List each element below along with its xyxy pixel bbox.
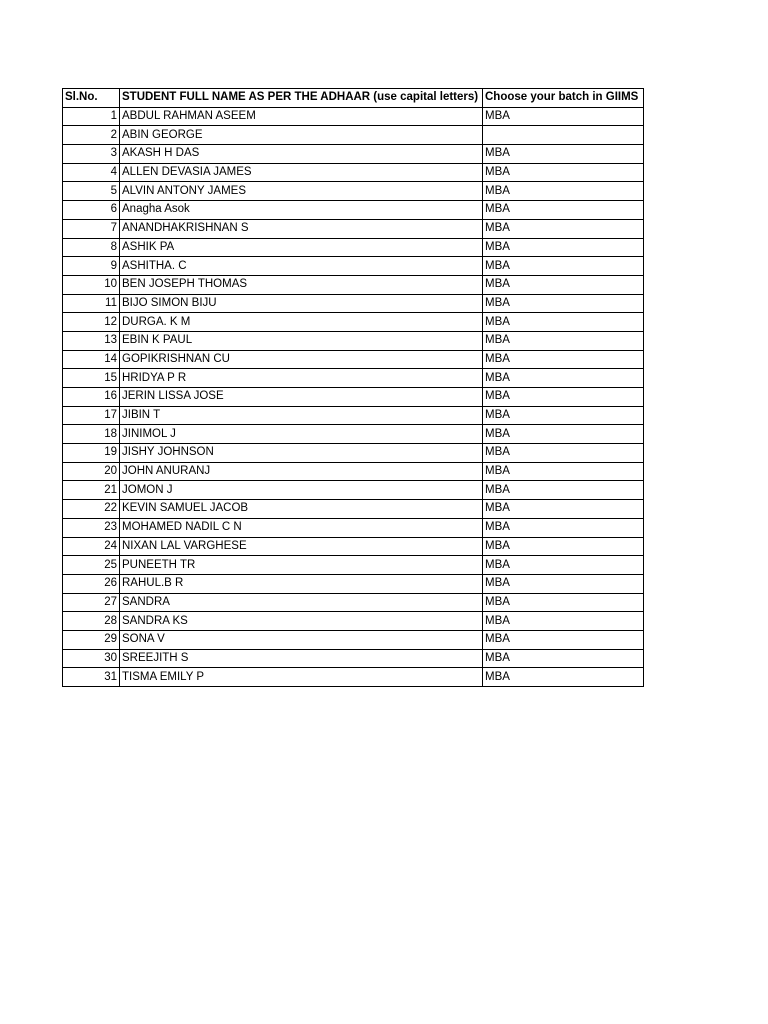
table-row (63, 145, 644, 164)
student-name-cell: EBIN K PAUL (120, 331, 483, 350)
batch-cell: MBA (483, 388, 644, 407)
student-name-cell: TISMA EMILY P (120, 668, 483, 687)
serial-number-cell: 26 (63, 574, 120, 593)
batch-cell: MBA (483, 294, 644, 313)
batch-cell: MBA (483, 145, 644, 164)
student-name-cell: MOHAMED NADIL C N (120, 518, 483, 537)
serial-number-cell: 7 (63, 219, 120, 238)
serial-number-cell: 21 (63, 481, 120, 500)
batch-cell: MBA (483, 593, 644, 612)
table-row (63, 612, 644, 631)
batch-cell: MBA (483, 425, 644, 444)
batch-cell: MBA (483, 331, 644, 350)
serial-number-cell: 8 (63, 238, 120, 257)
table-row (63, 388, 644, 407)
batch-cell: MBA (483, 518, 644, 537)
batch-cell: MBA (483, 201, 644, 220)
serial-number-cell: 15 (63, 369, 120, 388)
serial-number-cell: 11 (63, 294, 120, 313)
table-row (63, 537, 644, 556)
table-row (63, 163, 644, 182)
batch-cell (483, 126, 644, 145)
table-row (63, 219, 644, 238)
student-name-cell: PUNEETH TR (120, 556, 483, 575)
table-row (63, 257, 644, 276)
serial-number-cell: 5 (63, 182, 120, 201)
table-row (63, 331, 644, 350)
table-row (63, 462, 644, 481)
batch-cell: MBA (483, 630, 644, 649)
student-name-cell: ALLEN DEVASIA JAMES (120, 163, 483, 182)
student-name-cell: BEN JOSEPH THOMAS (120, 275, 483, 294)
student-name-cell: JIBIN T (120, 406, 483, 425)
serial-number-cell: 19 (63, 444, 120, 463)
batch-cell: MBA (483, 313, 644, 332)
table-row (63, 500, 644, 519)
student-name-cell: SANDRA (120, 593, 483, 612)
student-name-cell: ALVIN ANTONY JAMES (120, 182, 483, 201)
serial-number-cell: 22 (63, 500, 120, 519)
batch-cell: MBA (483, 444, 644, 463)
table-row (63, 350, 644, 369)
serial-number-cell: 13 (63, 331, 120, 350)
serial-number-cell: 2 (63, 126, 120, 145)
batch-cell: MBA (483, 537, 644, 556)
student-name-cell: KEVIN SAMUEL JACOB (120, 500, 483, 519)
student-name-cell: GOPIKRISHNAN CU (120, 350, 483, 369)
serial-number-cell: 10 (63, 275, 120, 294)
serial-number-cell: 17 (63, 406, 120, 425)
table-row (63, 294, 644, 313)
table-row (63, 574, 644, 593)
student-name-cell: RAHUL.B R (120, 574, 483, 593)
table-row (63, 668, 644, 687)
batch-cell: MBA (483, 238, 644, 257)
table-row (63, 182, 644, 201)
batch-cell: MBA (483, 107, 644, 126)
batch-cell: MBA (483, 649, 644, 668)
student-name-cell: ANANDHAKRISHNAN S (120, 219, 483, 238)
batch-cell: MBA (483, 406, 644, 425)
header-sl-no: Sl.No. (63, 89, 120, 108)
serial-number-cell: 31 (63, 668, 120, 687)
table-row (63, 630, 644, 649)
header-batch: Choose your batch in GIIMS (483, 89, 644, 108)
student-name-cell: ABDUL RAHMAN ASEEM (120, 107, 483, 126)
student-name-cell: SREEJITH S (120, 649, 483, 668)
batch-cell: MBA (483, 500, 644, 519)
student-name-cell: ASHITHA. C (120, 257, 483, 276)
student-name-cell: JERIN LISSA JOSE (120, 388, 483, 407)
batch-cell: MBA (483, 350, 644, 369)
table-row (63, 369, 644, 388)
batch-cell: MBA (483, 668, 644, 687)
batch-cell: MBA (483, 163, 644, 182)
table-row (63, 556, 644, 575)
student-name-cell: NIXAN LAL VARGHESE (120, 537, 483, 556)
serial-number-cell: 14 (63, 350, 120, 369)
table-body (63, 107, 644, 686)
serial-number-cell: 29 (63, 630, 120, 649)
batch-cell: MBA (483, 481, 644, 500)
batch-cell: MBA (483, 612, 644, 631)
header-row (63, 89, 644, 108)
table-row (63, 313, 644, 332)
student-name-cell: ABIN GEORGE (120, 126, 483, 145)
student-name-cell: AKASH H DAS (120, 145, 483, 164)
batch-cell: MBA (483, 369, 644, 388)
table-row (63, 238, 644, 257)
table-row (63, 126, 644, 145)
batch-cell: MBA (483, 219, 644, 238)
serial-number-cell: 23 (63, 518, 120, 537)
serial-number-cell: 9 (63, 257, 120, 276)
batch-cell: MBA (483, 462, 644, 481)
table-row (63, 518, 644, 537)
student-name-cell: SANDRA KS (120, 612, 483, 631)
table-row (63, 406, 644, 425)
batch-cell: MBA (483, 574, 644, 593)
serial-number-cell: 12 (63, 313, 120, 332)
table-row (63, 425, 644, 444)
serial-number-cell: 6 (63, 201, 120, 220)
batch-cell: MBA (483, 275, 644, 294)
serial-number-cell: 24 (63, 537, 120, 556)
table-row (63, 481, 644, 500)
table-row (63, 593, 644, 612)
table-header (63, 89, 644, 108)
table-row (63, 201, 644, 220)
student-name-cell: ASHIK PA (120, 238, 483, 257)
batch-cell: MBA (483, 556, 644, 575)
student-name-cell: JOMON J (120, 481, 483, 500)
table-row (63, 444, 644, 463)
student-name-cell: JOHN ANURANJ (120, 462, 483, 481)
batch-cell: MBA (483, 182, 644, 201)
header-student-name: STUDENT FULL NAME AS PER THE ADHAAR (use capital letters) (120, 89, 483, 108)
student-name-cell: HRIDYA P R (120, 369, 483, 388)
table-row (63, 275, 644, 294)
student-batch-table (62, 88, 644, 687)
serial-number-cell: 3 (63, 145, 120, 164)
batch-cell: MBA (483, 257, 644, 276)
student-name-cell: JINIMOL J (120, 425, 483, 444)
table-row (63, 107, 644, 126)
student-name-cell: JISHY JOHNSON (120, 444, 483, 463)
serial-number-cell: 4 (63, 163, 120, 182)
student-name-cell: SONA V (120, 630, 483, 649)
serial-number-cell: 27 (63, 593, 120, 612)
serial-number-cell: 28 (63, 612, 120, 631)
serial-number-cell: 18 (63, 425, 120, 444)
student-name-cell: DURGA. K M (120, 313, 483, 332)
serial-number-cell: 25 (63, 556, 120, 575)
student-name-cell: BIJO SIMON BIJU (120, 294, 483, 313)
serial-number-cell: 20 (63, 462, 120, 481)
serial-number-cell: 30 (63, 649, 120, 668)
table-row (63, 649, 644, 668)
student-name-cell: Anagha Asok (120, 201, 483, 220)
serial-number-cell: 1 (63, 107, 120, 126)
serial-number-cell: 16 (63, 388, 120, 407)
